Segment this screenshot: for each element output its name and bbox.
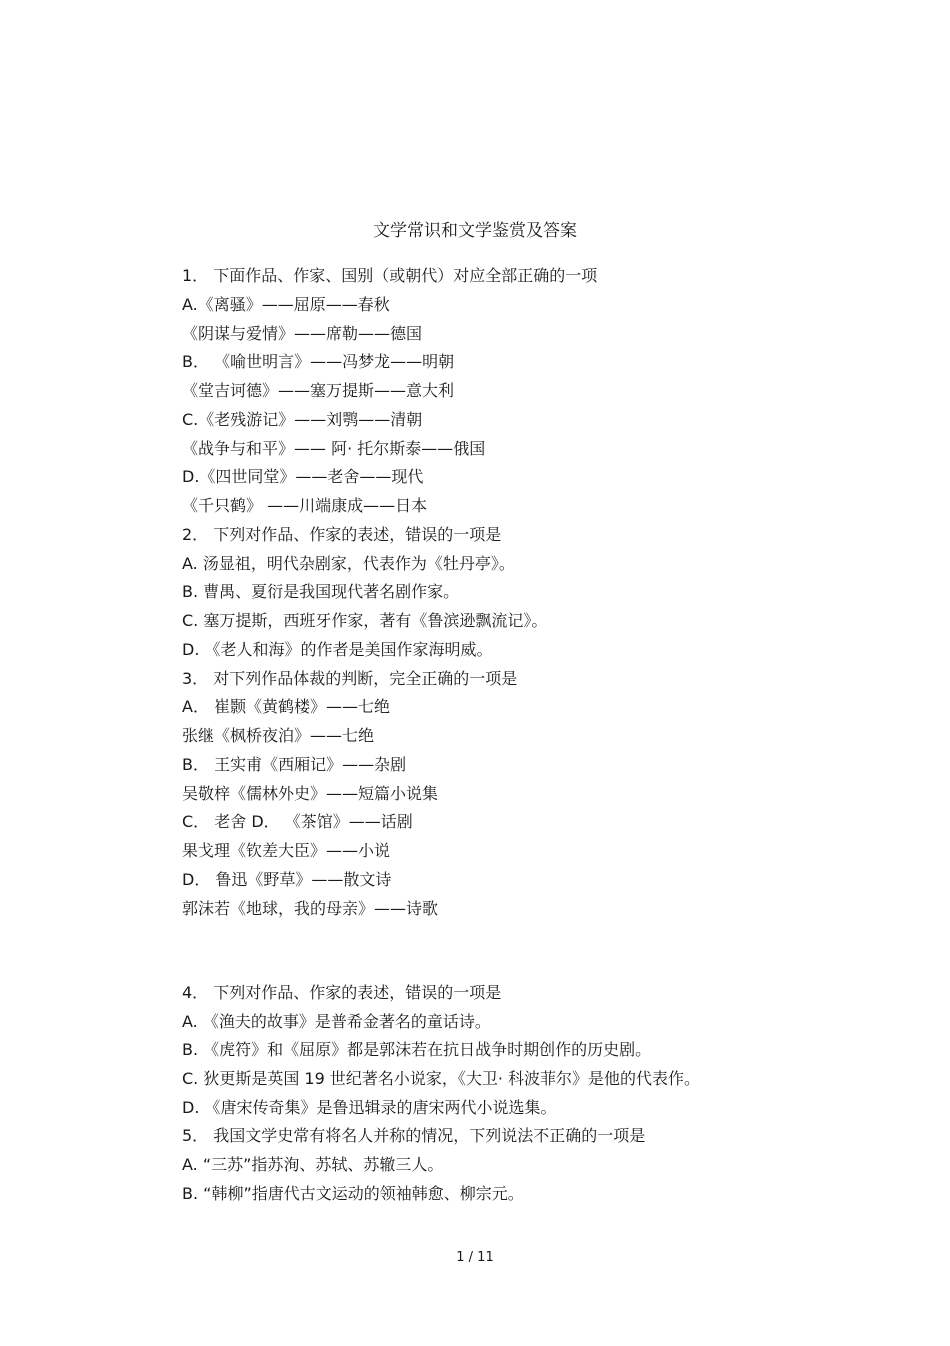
text-line: 《千只鹤》 ——川端康成——日本 [182, 496, 428, 515]
text-line: 张继《枫桥夜泊》——七绝 [182, 726, 375, 745]
question-block-2 [182, 979, 922, 1209]
text-line: C． 老舍 D． 《茶馆》——话剧 [182, 812, 413, 832]
text-line: 2． 下列对作品、作家的表述，错误的一项是 [182, 524, 502, 544]
text-line: D.《四世同堂》——老舍——现代 [182, 467, 424, 487]
text-line: 3． 对下列作品体裁的判断，完全正确的一项是 [182, 668, 518, 688]
text-line: 1． 下面作品、作家、国别（或朝代）对应全部正确的一项 [182, 266, 598, 285]
text-line: A.《离骚》——屈原——春秋 [182, 294, 390, 314]
text-line: 《阴谋与爱情》——席勒——德国 [182, 323, 423, 343]
text-line: B． 王实甫《西厢记》——杂剧 [182, 754, 407, 774]
text-line: D． 鲁迅《野草》——散文诗 [182, 869, 392, 889]
text-line: C. 狄更斯是英国 19 世纪著名小说家，《大卫· 科波菲尔》是他的代表作。 [182, 1069, 701, 1089]
page-number: 1 / 11 [456, 1250, 494, 1265]
text-line: 果戈理《钦差大臣》——小说 [182, 841, 391, 860]
text-line: 4． 下列对作品、作家的表述，错误的一项是 [182, 983, 502, 1002]
text-line: B． 《喻世明言》——冯梦龙——明朝 [182, 352, 455, 372]
text-line: 《堂吉诃德》——塞万提斯——意大利 [182, 381, 455, 400]
text-line: A. “三苏”指苏洵、苏轼、苏辙三人。 [182, 1155, 444, 1175]
text-line: B. “韩柳”指唐代古文运动的领袖韩愈、柳宗元。 [182, 1183, 524, 1203]
text-line: B. 《虎符》和《屈原》都是郭沫若在抗日战争时期创作的历史剧。 [182, 1040, 652, 1060]
question-block-1 [182, 262, 922, 923]
text-line: A. 《渔夫的故事》是普希金著名的童话诗。 [182, 1011, 491, 1031]
text-line: B. 曹禺、夏衍是我国现代著名剧作家。 [182, 582, 460, 602]
document-title: 文学常识和文学鉴赏及答案 [373, 221, 577, 241]
text-line: C. 塞万提斯，西班牙作家，著有《鲁滨逊飘流记》。 [182, 611, 548, 630]
text-line: 《战争与和平》—— 阿· 托尔斯泰——俄国 [182, 438, 486, 458]
text-line: C.《老残游记》——刘鹗——清朝 [182, 409, 423, 429]
text-line: 5． 我国文学史常有将名人并称的情况，下列说法不正确的一项是 [182, 1126, 646, 1146]
text-line: A． 崔颢《黄鹤楼》——七绝 [182, 697, 391, 717]
text-line: A. 汤显祖，明代杂剧家，代表作为《牡丹亭》。 [182, 553, 515, 573]
text-line: 吴敬梓《儒林外史》——短篇小说集 [182, 783, 439, 803]
text-line: D. 《老人和海》的作者是美国作家海明威。 [182, 639, 493, 659]
text-line: D. 《唐宋传奇集》是鲁迅辑录的唐宋两代小说选集。 [182, 1097, 557, 1117]
text-line: 郭沫若《地球，我的母亲》——诗歌 [182, 898, 439, 918]
